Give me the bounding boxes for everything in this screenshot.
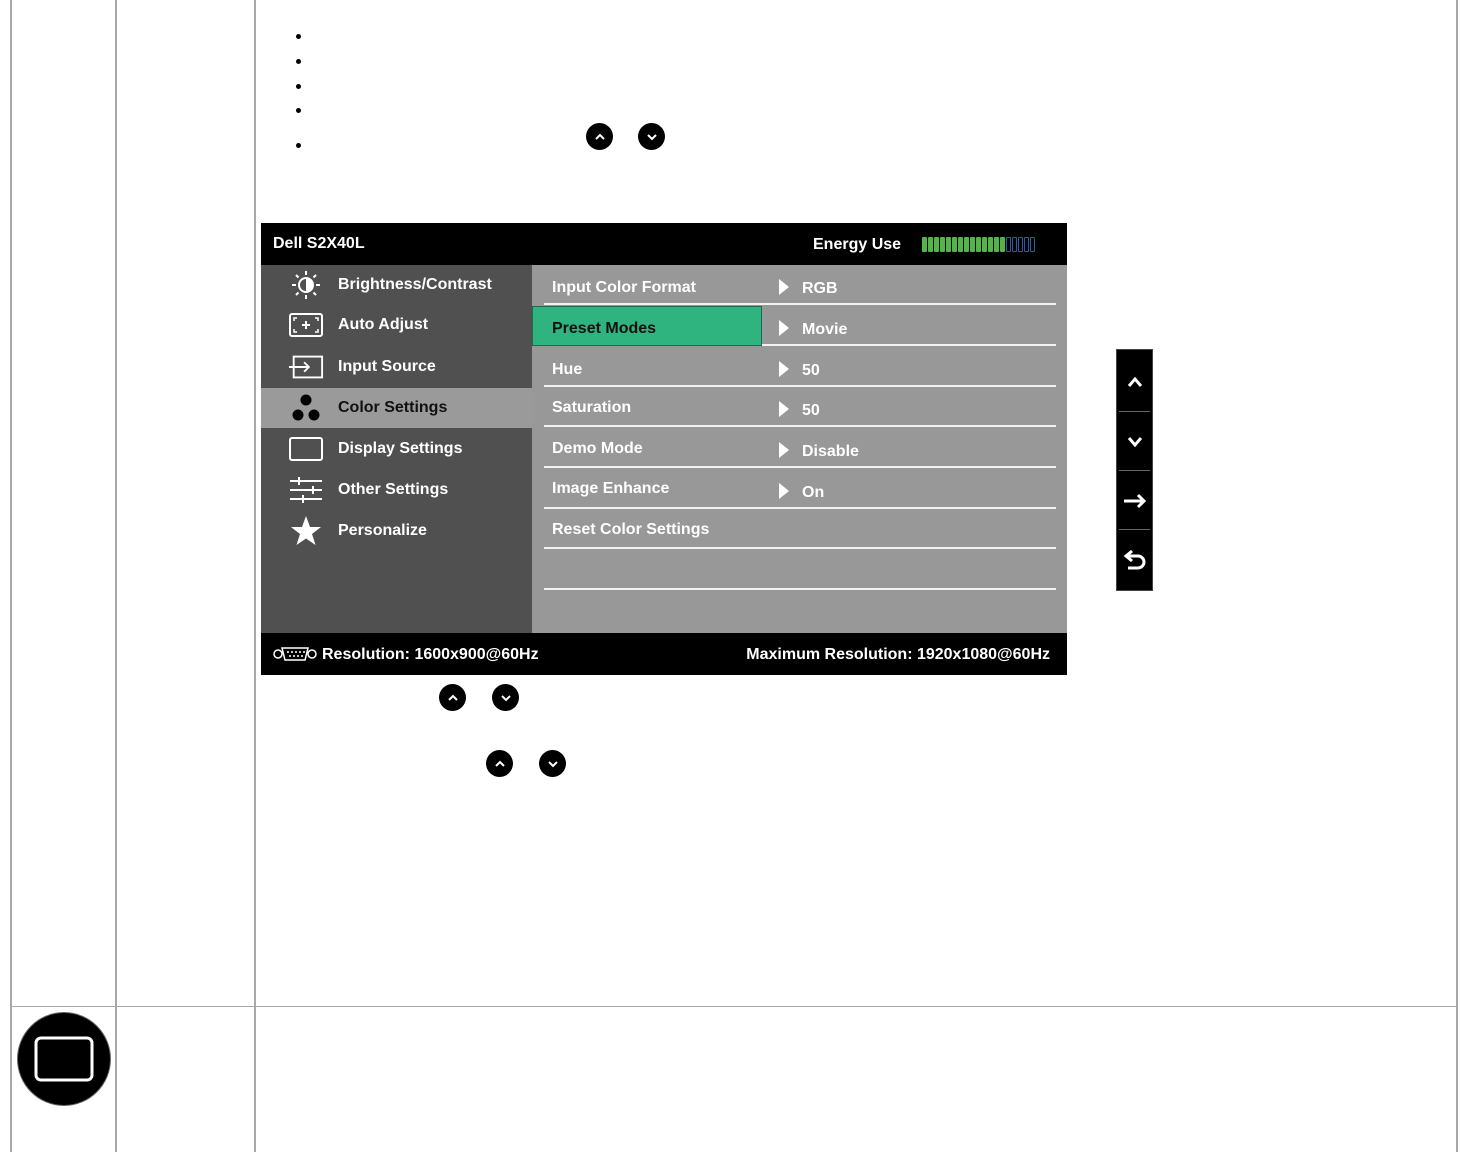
right-arrow-icon bbox=[1123, 493, 1147, 509]
osd-main-menu bbox=[261, 265, 532, 633]
energy-meter-segment bbox=[970, 237, 975, 252]
submenu-label: Image Enhance bbox=[552, 480, 670, 497]
back-icon bbox=[1123, 549, 1147, 571]
brightness-icon bbox=[288, 270, 324, 300]
menu-item-other-settings[interactable] bbox=[261, 470, 532, 510]
osd-submenu bbox=[532, 265, 1067, 633]
up-circle-icon bbox=[486, 750, 513, 777]
submenu-item-hue[interactable] bbox=[544, 347, 1056, 387]
input-source-icon bbox=[288, 352, 324, 382]
energy-meter-segment bbox=[964, 237, 969, 252]
submenu-item-preset-modes[interactable] bbox=[532, 306, 1056, 346]
right-triangle-icon bbox=[779, 279, 789, 295]
submenu-label: Demo Mode bbox=[552, 440, 643, 457]
menu-item-label: Brightness/Contrast bbox=[338, 276, 492, 293]
other-settings-icon bbox=[288, 475, 324, 505]
energy-meter-segment bbox=[994, 237, 999, 252]
list-bullet bbox=[296, 108, 301, 113]
divider bbox=[544, 588, 1056, 590]
menu-item-label: Auto Adjust bbox=[338, 316, 429, 333]
auto-adjust-icon bbox=[288, 310, 324, 340]
right-triangle-icon bbox=[779, 320, 789, 336]
energy-meter-segment bbox=[1012, 237, 1017, 252]
menu-item-input-source[interactable] bbox=[261, 347, 532, 387]
table-border-left bbox=[10, 0, 12, 1152]
list-bullet bbox=[296, 34, 301, 39]
menu-item-brightness-contrast[interactable] bbox=[261, 265, 532, 305]
energy-meter-segment bbox=[934, 237, 939, 252]
table-border-right bbox=[1456, 0, 1458, 1152]
enter-button[interactable] bbox=[1117, 471, 1152, 530]
down-arrow-icon bbox=[1127, 436, 1143, 448]
up-circle-icon bbox=[586, 123, 613, 150]
divider bbox=[762, 344, 1056, 346]
energy-meter-segment bbox=[976, 237, 981, 252]
divider bbox=[544, 425, 1056, 427]
submenu-label: Hue bbox=[552, 361, 583, 378]
right-triangle-icon bbox=[779, 442, 789, 458]
energy-use-label: Energy Use bbox=[813, 236, 902, 253]
right-triangle-icon bbox=[779, 483, 789, 499]
divider bbox=[544, 547, 1056, 549]
submenu-item-input-color-format[interactable] bbox=[544, 265, 1056, 305]
up-circle-icon bbox=[439, 684, 466, 711]
submenu-label: Reset Color Settings bbox=[552, 521, 710, 538]
submenu-item-empty bbox=[544, 550, 1056, 590]
energy-meter-segment bbox=[1018, 237, 1023, 252]
list-bullet bbox=[296, 84, 301, 89]
menu-item-label: Personalize bbox=[338, 522, 427, 539]
right-triangle-icon bbox=[779, 361, 789, 377]
vga-connector-icon bbox=[273, 646, 317, 667]
menu-item-label: Color Settings bbox=[338, 399, 448, 416]
up-button[interactable] bbox=[1117, 352, 1152, 411]
submenu-item-reset-color-settings[interactable] bbox=[544, 509, 1056, 549]
up-arrow-icon bbox=[1127, 376, 1143, 388]
osd-menu bbox=[261, 223, 1067, 675]
display-settings-button-icon bbox=[18, 1013, 110, 1105]
energy-meter-segment bbox=[946, 237, 951, 252]
menu-item-auto-adjust[interactable] bbox=[261, 305, 532, 345]
submenu-value: RGB bbox=[802, 280, 838, 297]
energy-meter-segment bbox=[952, 237, 957, 252]
table-border-col2 bbox=[254, 0, 256, 1152]
resolution-text: Resolution: 1600x900@60Hz bbox=[322, 646, 539, 663]
energy-meter-segment bbox=[1006, 237, 1011, 252]
monitor-button-panel bbox=[1116, 349, 1153, 591]
down-circle-icon bbox=[492, 684, 519, 711]
down-circle-icon bbox=[539, 750, 566, 777]
submenu-value: 50 bbox=[802, 362, 820, 379]
list-bullet bbox=[296, 143, 301, 148]
submenu-item-demo-mode[interactable] bbox=[544, 428, 1056, 468]
submenu-label: Input Color Format bbox=[552, 279, 696, 296]
submenu-value: 50 bbox=[802, 402, 820, 419]
table-row-divider bbox=[10, 1006, 1458, 1007]
menu-item-personalize[interactable] bbox=[261, 511, 532, 551]
menu-item-label: Display Settings bbox=[338, 440, 463, 457]
right-triangle-icon bbox=[779, 401, 789, 417]
color-settings-icon bbox=[288, 393, 324, 423]
submenu-value: Disable bbox=[802, 443, 859, 460]
divider bbox=[544, 466, 1056, 468]
osd-title: Dell S2X40L bbox=[273, 235, 365, 252]
energy-meter-segment bbox=[982, 237, 987, 252]
back-button[interactable] bbox=[1117, 530, 1152, 589]
energy-meter-segment bbox=[922, 237, 927, 252]
energy-meter-segment bbox=[940, 237, 945, 252]
submenu-item-saturation[interactable] bbox=[544, 387, 1056, 427]
menu-item-label: Input Source bbox=[338, 358, 436, 375]
osd-header bbox=[261, 223, 1067, 265]
star-icon bbox=[288, 516, 324, 546]
submenu-value: Movie bbox=[802, 321, 848, 338]
energy-meter-segment bbox=[1030, 237, 1035, 252]
energy-meter-segment bbox=[1024, 237, 1029, 252]
energy-meter-segment bbox=[958, 237, 963, 252]
display-settings-icon bbox=[288, 434, 324, 464]
osd-footer bbox=[261, 633, 1067, 675]
down-button[interactable] bbox=[1117, 412, 1152, 471]
submenu-item-image-enhance[interactable] bbox=[544, 469, 1056, 509]
energy-use-meter bbox=[922, 237, 1035, 252]
menu-item-label: Other Settings bbox=[338, 481, 449, 498]
energy-meter-segment bbox=[1000, 237, 1005, 252]
max-resolution-text: Maximum Resolution: 1920x1080@60Hz bbox=[746, 646, 1050, 663]
menu-item-display-settings[interactable] bbox=[261, 429, 532, 469]
energy-meter-segment bbox=[928, 237, 933, 252]
divider bbox=[544, 303, 1056, 305]
down-circle-icon bbox=[638, 123, 665, 150]
menu-item-color-settings[interactable] bbox=[261, 388, 532, 428]
energy-meter-segment bbox=[988, 237, 993, 252]
submenu-label: Saturation bbox=[552, 399, 632, 416]
table-border-col1 bbox=[115, 0, 117, 1152]
submenu-label: Preset Modes bbox=[552, 320, 657, 337]
list-bullet bbox=[296, 59, 301, 64]
submenu-value: On bbox=[802, 484, 825, 501]
